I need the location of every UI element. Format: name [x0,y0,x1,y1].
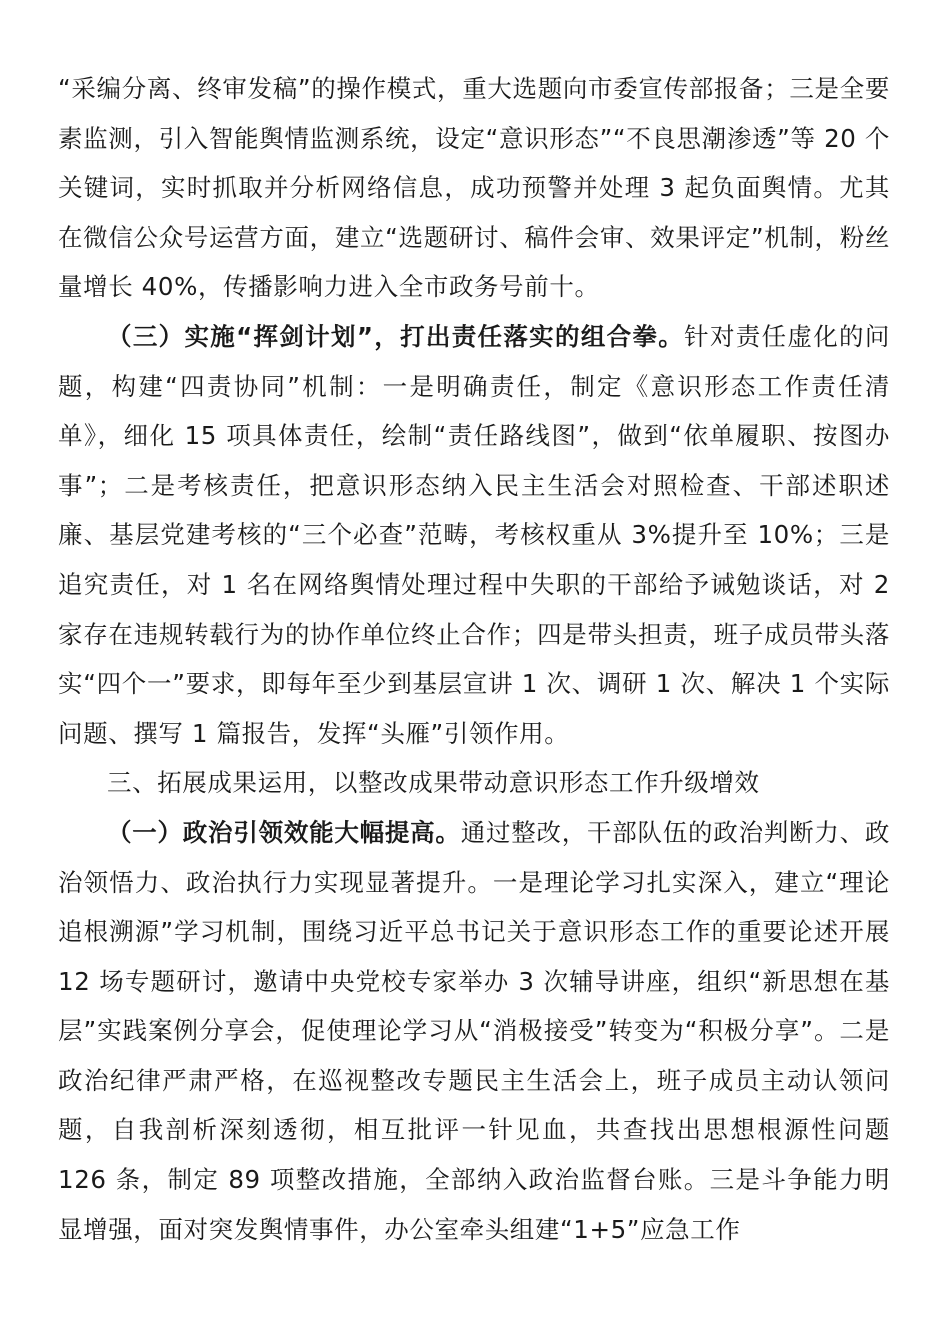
paragraph-section-three-sub-three [58,312,890,758]
section-heading [58,758,890,808]
document-body [58,64,890,1254]
paragraph-heading: （三）实施“挥剑计划”，打出责任落实的组合拳。 [107,321,685,351]
paragraph-continuation [58,64,890,312]
paragraph-text: 针对责任虚化的问题，构建“四责协同”机制：一是明确责任，制定《意识形态工作责任清单》，细化 15 项具体责任，绘制“责任路线图”，做到“依单履职、按图办事”；二是考核责任，把意识形态纳入民主生活会对照检查、干部述职述廉、基层党建考核的“三个必查”范畴，考核权重从 3%提升至 10%；三是追究责任，对 1 名在网络舆情处理过程中失职的干部给予诫勉谈话，对 2 家存在违规转载行为的协作单位终止合作；四是带头担责，班子成员带头落实“四个一”要求，即每年至少到基层宣讲 1 次、调研 1 次、解决 1 个实际问题、撰写 1 篇报告，发挥“头雁”引领作用。 [58,321,890,748]
paragraph-text: “采编分离、终审发稿”的操作模式，重大选题向市委宣传部报备；三是全要素监测，引入智能舆情监测系统，设定“意识形态”“不良思潮渗透”等 20 个关键词，实时抓取并分析网络信息，成功预警并处理 3 起负面舆情。尤其在微信公众号运营方面，建立“选题研讨、稿件会审、效果评定”机制，粉丝量增长 40%，传播影响力进入全市政务号前十。 [58,74,890,302]
section-heading-text: 三、拓展成果运用，以整改成果带动意识形态工作升级增效 [107,768,760,798]
paragraph-heading: （一）政治引领效能大幅提高。 [107,817,461,847]
paragraph-section-sub-one [58,808,890,1254]
paragraph-text: 通过整改，干部队伍的政治判断力、政治领悟力、政治执行力实现显著提升。一是理论学习扎实深入，建立“理论追根溯源”学习机制，围绕习近平总书记关于意识形态工作的重要论述开展 12 场专题研讨，邀请中央党校专家举办 3 次辅导讲座，组织“新思想在基层”实践案例分享会，促使理论学习从“消极接受”转变为“积极分享”。二是政治纪律严肃严格，在巡视整改专题民主生活会上，班子成员主动认领问题，自我剖析深刻透彻，相互批评一针见血，共查找出思想根源性问题 126 条，制定 89 项整改措施，全部纳入政治监督台账。三是斗争能力明显增强，面对突发舆情事件，办公室牵头组建“1+5”应急工作 [58,817,890,1244]
